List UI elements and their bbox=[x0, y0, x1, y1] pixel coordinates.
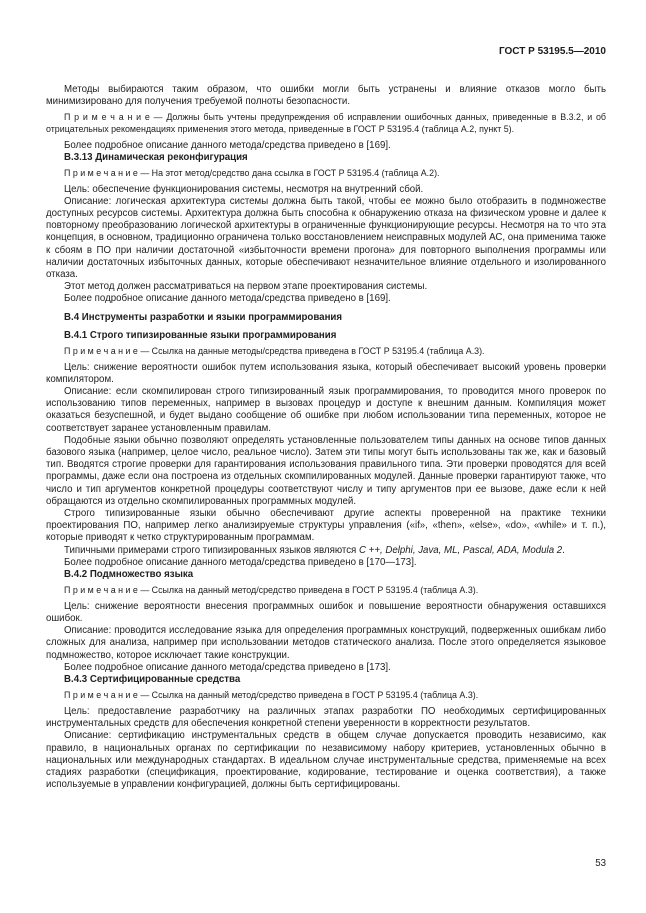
section-heading: В.4 Инструменты разработки и языки программирования bbox=[64, 311, 343, 323]
section-heading: В.4.3 Сертифицированные средства bbox=[64, 674, 241, 686]
body-paragraph: Более подробное описание данного метода/средства приведено в [169]. bbox=[64, 139, 391, 151]
body-paragraph: Строго типизированные языки обычно обеспечивают другие аспекты проверенной на практике техники проектирования ПО, например легко анализируемые структуры управления («if», «then», «else», «do», «while» и т. п.), которые приводят к четко структурированным программам. bbox=[46, 508, 606, 544]
body-paragraph: Подобные языки обычно позволяют определять установленные пользователем типы данных на основе типов данных базового языка (например, целое число, реальное число). Затем эти типы могут быть использованы так же, как и базовый тип. Вводятся строгие проверки для гарантирования использования правильного типа. Эти проверки проводятся для всей программы, даже если она построена из отдельных скомпилированных модулей. Данные проверки гарантируют также, что число и тип аргументов конкретной процедуры соответствуют числу и типу аргументов при ее вызове, даже если к ней обращаются из отдельно скомпилированных программных модулей. bbox=[46, 434, 606, 507]
paragraph-text: Типичными примерами строго типизированных языков являются bbox=[64, 544, 359, 556]
note-paragraph: П р и м е ч а н и е — Ссылка на данный метод/средство приведена в ГОСТ Р 53195.4 (таблица А.3). bbox=[64, 690, 479, 701]
section-heading: В.3.13 Динамическая реконфигурация bbox=[64, 151, 248, 163]
body-paragraph bbox=[46, 545, 606, 557]
body-paragraph: Этот метод должен рассматриваться на первом этапе проектирования системы. bbox=[64, 281, 428, 293]
body-paragraph: Методы выбираются таким образом, что ошибки могли быть устранены и влияние отказов могло быть минимизировано для получения требуемой полноты безопасности. bbox=[46, 84, 606, 108]
body-paragraph: Цель: обеспечение функционирования системы, несмотря на внутренний сбой. bbox=[64, 183, 424, 195]
body-paragraph: Описание: если скомпилирован строго типизированный язык программирования, то проводится много проверок по использованию типов переменных, например в вызовах процедур и доступе к внешним данным. Компиляция может оказаться безуспешной, и будет выдано сообщение об ошибке при любом использовании типа переменных, которое не соответствует заранее установленным правилам. bbox=[46, 386, 606, 434]
body-paragraph: Цель: предоставление разработчику на различных этапах разработки ПО необходимых сертифицированных инструментальных средств для обеспечения конкретной степени уверенности в корректности результатов. bbox=[46, 705, 606, 730]
body-paragraph: Описание: сертификацию инструментальных средств в общем случае допускается проводить независимо, как правило, в национальных органах по сертификации по независимому набору критериев, установленных обычно в национальных или международных стандартах. В идеальном случае инструментальные средства, применяемые на всех стадиях разработки (спецификация, проектирование, кодирование, тестирование и оценка соответствия), а также используемые в управлении конфигурацией, должны быть сертифицированы. bbox=[46, 730, 606, 791]
note-paragraph: П р и м е ч а н и е — Должны быть учтены предупреждения об исправлении ошибочных данных, приведенные в В.3.2, и об отрицательных рекомендациях применения этого метода, приведенные в ГОСТ Р 53195.4 (таблица А.2, пункт 5). bbox=[46, 112, 606, 134]
document-body bbox=[46, 84, 606, 791]
body-paragraph: Более подробное описание данного метода/средства приведено в [173]. bbox=[64, 661, 391, 673]
section-heading: В.4.1 Строго типизированные языки программирования bbox=[64, 329, 337, 341]
body-paragraph: Цель: снижение вероятности ошибок путем использования языка, который обеспечивает высокий уровень проверки компилятором. bbox=[46, 361, 606, 385]
body-paragraph: Описание: проводится исследование языка для определения программных конструкций, подверженных ошибкам либо сложных для анализа, например при использовании методов статического анализа. После этого определяется языковое подмножество, которое исключает такие конструкции. bbox=[46, 625, 606, 661]
body-paragraph: Более подробное описание данного метода/средства приведено в [170—173]. bbox=[64, 556, 417, 568]
note-paragraph: П р и м е ч а н и е — Ссылка на данные методы/средства приведена в ГОСТ Р 53195.4 (таблица А.3). bbox=[64, 346, 485, 357]
body-paragraph: Более подробное описание данного метода/средства приведено в [169]. bbox=[64, 293, 391, 305]
page-number: 53 bbox=[595, 858, 606, 869]
note-paragraph: П р и м е ч а н и е — Ссылка на данный метод/средство приведена в ГОСТ Р 53195.4 (таблица А.3). bbox=[64, 585, 479, 596]
section-heading: В.4.2 Подмножество языка bbox=[64, 569, 194, 581]
paragraph-text: . bbox=[562, 544, 565, 556]
language-names-italic: C ++, Delphi, Java, ML, Pascal, ADA, Modula 2 bbox=[358, 544, 563, 556]
body-paragraph: Описание: логическая архитектура системы должна быть такой, чтобы ее можно было отобразить в подмножестве доступных ресурсов системы. Архитектура должна быть способна к обнаружению отказа на физическом уровне и далее к повторному преобразованию логической архитектуры в ограниченные функционирующие ресурсы. Несмотря на то что эта концепция, в основном, традиционно ограничена только восстановлением неисправных модулей АС, она применима также к сбоям в ПО при наличии достаточной «избыточности времени прогона» для повторного выполнения программы или наличии достаточных избыточных данных, которые обеспечивают незначительное влияние отдельного и изолированного отказа. bbox=[46, 195, 606, 281]
document-header-standard-number: ГОСТ Р 53195.5—2010 bbox=[498, 46, 606, 57]
note-paragraph: П р и м е ч а н и е — На этот метод/средство дана ссылка в ГОСТ Р 53195.4 (таблица А.2). bbox=[64, 168, 440, 178]
body-paragraph: Цель: снижение вероятности внесения программных ошибок и повышение вероятности обнаружения оставшихся ошибок. bbox=[46, 600, 606, 625]
